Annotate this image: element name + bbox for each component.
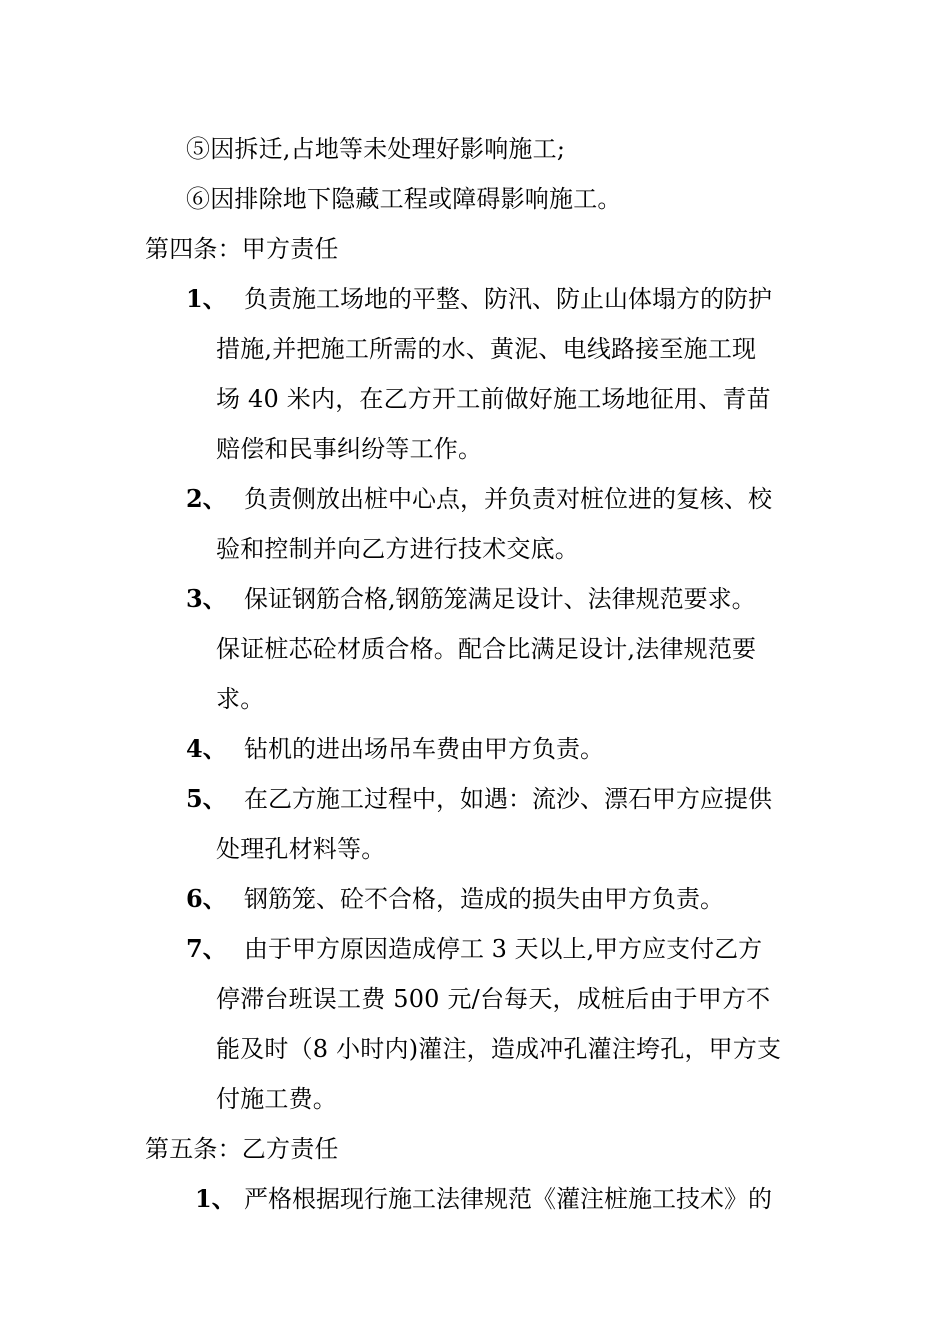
item-text-line: 停滞台班误工费 500 元/台每天，成桩后由于甲方不 [216,985,771,1013]
item-text-line: 钻机的进出场吊车费由甲方负责。 [244,735,604,763]
item-number: 7、 [186,934,227,963]
item-number: 2、 [186,484,227,513]
section-4-heading: 第四条：甲方责任 [145,235,339,263]
intro-line-6: ⑥因排除地下隐藏工程或障碍影响施工。 [186,185,622,213]
item-text-line: 钢筋笼、砼不合格，造成的损失由甲方负责。 [244,885,724,913]
item-text-line: 场 40 米内，在乙方开工前做好施工场地征用、青苗 [216,385,771,413]
section-5-heading: 第五条：乙方责任 [145,1135,339,1163]
item-text-line: 付施工费。 [216,1085,337,1113]
item-number: 6、 [186,884,227,913]
item-number: 1、 [195,1184,236,1213]
item-text-line: 能及时（8 小时内)灌注，造成冲孔灌注垮孔，甲方支 [216,1035,782,1063]
item-number: 5、 [186,784,227,813]
item-text-line: 措施,并把施工所需的水、黄泥、电线路接至施工现 [216,335,757,363]
item-text-line: 处理孔材料等。 [216,835,386,863]
item-number: 1、 [186,284,227,313]
intro-line-5: ⑤因拆迁,占地等未处理好影响施工; [186,135,566,163]
item-text-line: 保证钢筋合格,钢筋笼满足设计、法律规范要求。 [244,585,756,613]
item-text-line: 在乙方施工过程中，如遇：流沙、漂石甲方应提供 [244,785,772,813]
item-number: 3、 [186,584,227,613]
item-text-line: 负责侧放出桩中心点，并负责对桩位进的复核、校 [244,485,772,513]
item-text-line: 验和控制并向乙方进行技术交底。 [216,535,579,563]
item-text-line: 保证桩芯砼材质合格。配合比满足设计,法律规范要 [216,635,757,663]
item-text-line: 由于甲方原因造成停工 3 天以上,甲方应支付乙方 [244,935,763,963]
item-text-line: 负责施工场地的平整、防汛、防止山体塌方的防护 [244,285,772,313]
item-text-line: 严格根据现行施工法律规范《灌注桩施工技术》的 [244,1185,772,1213]
item-text-line: 求。 [216,685,265,713]
item-number: 4、 [186,734,227,763]
item-text-line: 赔偿和民事纠纷等工作。 [216,435,483,463]
